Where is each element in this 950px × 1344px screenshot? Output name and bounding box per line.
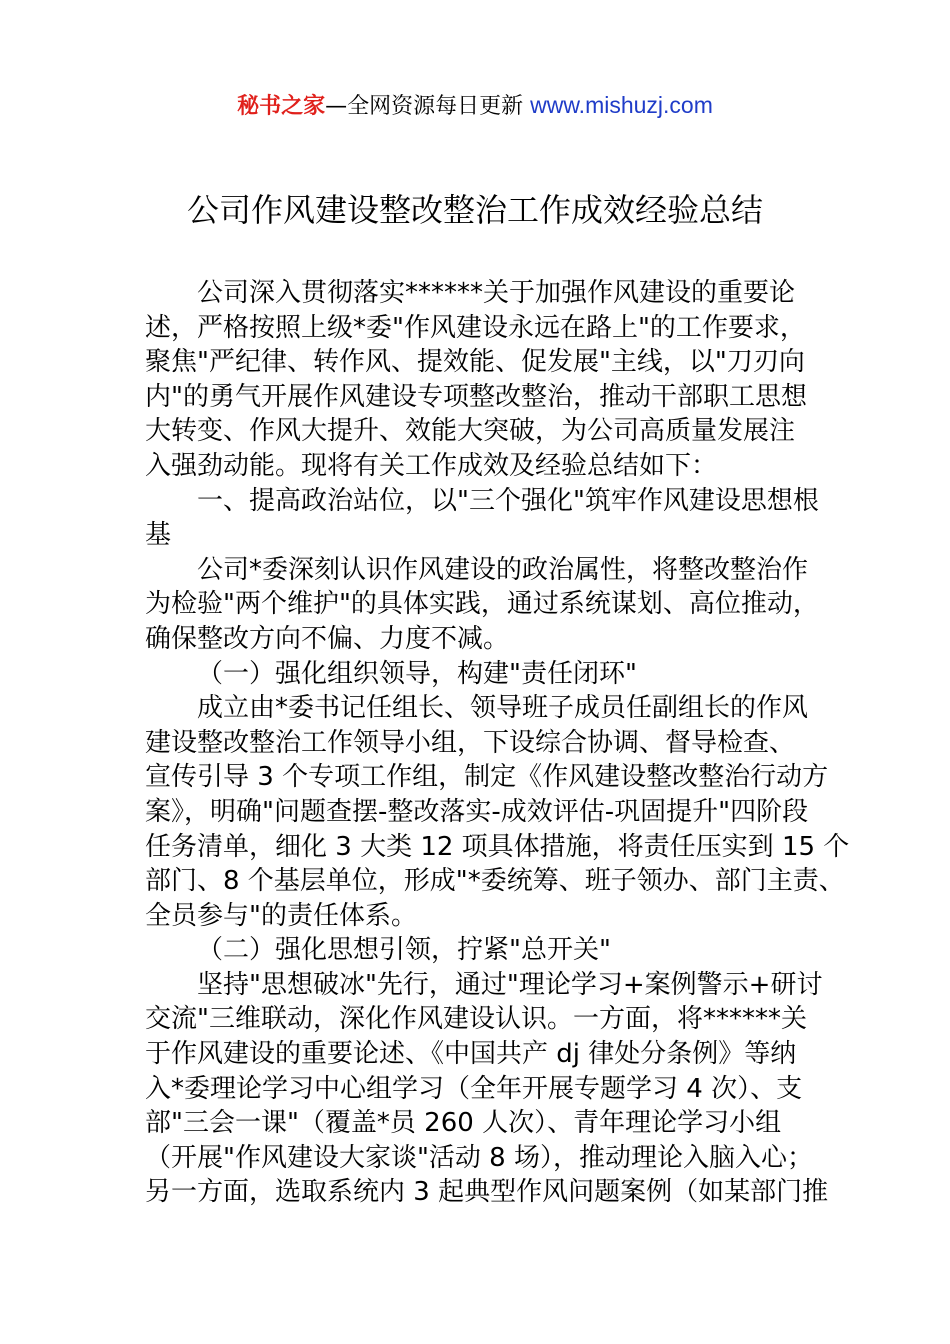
paragraph-line: 另一方面，选取系统内 3 起典型作风问题案例（如某部门推	[145, 1177, 829, 1208]
site-tagline: —全网资源每日更新	[325, 94, 531, 119]
document-title: 公司作风建设整改整治工作成效经验总结	[186, 191, 763, 229]
paragraph-line: 交流"三维联动，深化作风建设认识。一方面，将******关	[145, 1004, 807, 1035]
document-body	[145, 276, 850, 1210]
paragraph-line: 部"三会一课"（覆盖*员 260 人次）、青年理论学习小组	[145, 1108, 782, 1139]
section-heading-line: 一、提高政治站位，以"三个强化"筑牢作风建设思想根	[197, 485, 819, 516]
paragraph-line: 任务清单，细化 3 大类 12 项具体措施，将责任压实到 15 个	[145, 831, 850, 862]
paragraph-line: 聚焦"严纪律、转作风、提效能、促发展"主线，以"刀刃向	[145, 347, 805, 378]
site-brand: 秘书之家	[237, 94, 326, 119]
subsection-heading-line: （一）强化组织领导，构建"责任闭环"	[197, 658, 637, 689]
paragraph-line: 公司深入贯彻落实******关于加强作风建设的重要论	[197, 278, 796, 308]
paragraph-line: 确保整改方向不偏、力度不减。	[145, 623, 510, 654]
section-heading-line: 基	[145, 520, 172, 551]
paragraph-line: 入强劲动能。现将有关工作成效及经验总结如下：	[145, 450, 718, 481]
paragraph-line: 内"的勇气开展作风建设专项整改整治，推动干部职工思想	[145, 381, 807, 412]
paragraph-line: 部门、8 个基层单位，形成"*委统筹、班子领办、部门主责、	[145, 866, 845, 897]
site-url-link[interactable]: www.mishuzj.com	[530, 92, 713, 118]
paragraph-line: 公司*委深刻认识作风建设的政治属性，将整改整治作	[197, 554, 809, 585]
paragraph-line: （开展"作风建设大家谈"活动 8 场），推动理论入脑入心；	[145, 1142, 813, 1173]
paragraph-line: 入*委理论学习中心组学习（全年开展专题学习 4 次）、支	[145, 1073, 803, 1104]
paragraph-line: 大转变、作风大提升、效能大突破，为公司高质量发展注	[145, 416, 796, 447]
site-header	[0, 88, 950, 124]
paragraph-line: 于作风建设的重要论述、《中国共产 dj 律处分条例》等纳	[145, 1039, 797, 1070]
paragraph-line: 述，严格按照上级*委"作风建设永远在路上"的工作要求，	[145, 312, 806, 343]
paragraph-line: 宣传引导 3 个专项工作组，制定《作风建设整改整治行动方	[145, 762, 829, 793]
paragraph-line: 成立由*委书记任组长、领导班子成员任副组长的作风	[197, 693, 809, 724]
paragraph-line: 坚持"思想破冰"先行，通过"理论学习+案例警示+研讨	[197, 969, 823, 1000]
paragraph-line: 建设整改整治工作领导小组，下设综合协调、督导检查、	[145, 727, 796, 758]
paragraph-line: 全员参与"的责任体系。	[145, 900, 417, 931]
paragraph-line: 为检验"两个维护"的具体实践，通过系统谋划、高位推动，	[145, 589, 819, 620]
subsection-heading-line: （二）强化思想引领，拧紧"总开关"	[197, 935, 611, 966]
paragraph-line: 案》，明确"问题查摆-整改落实-成效评估-巩固提升"四阶段	[145, 796, 809, 827]
